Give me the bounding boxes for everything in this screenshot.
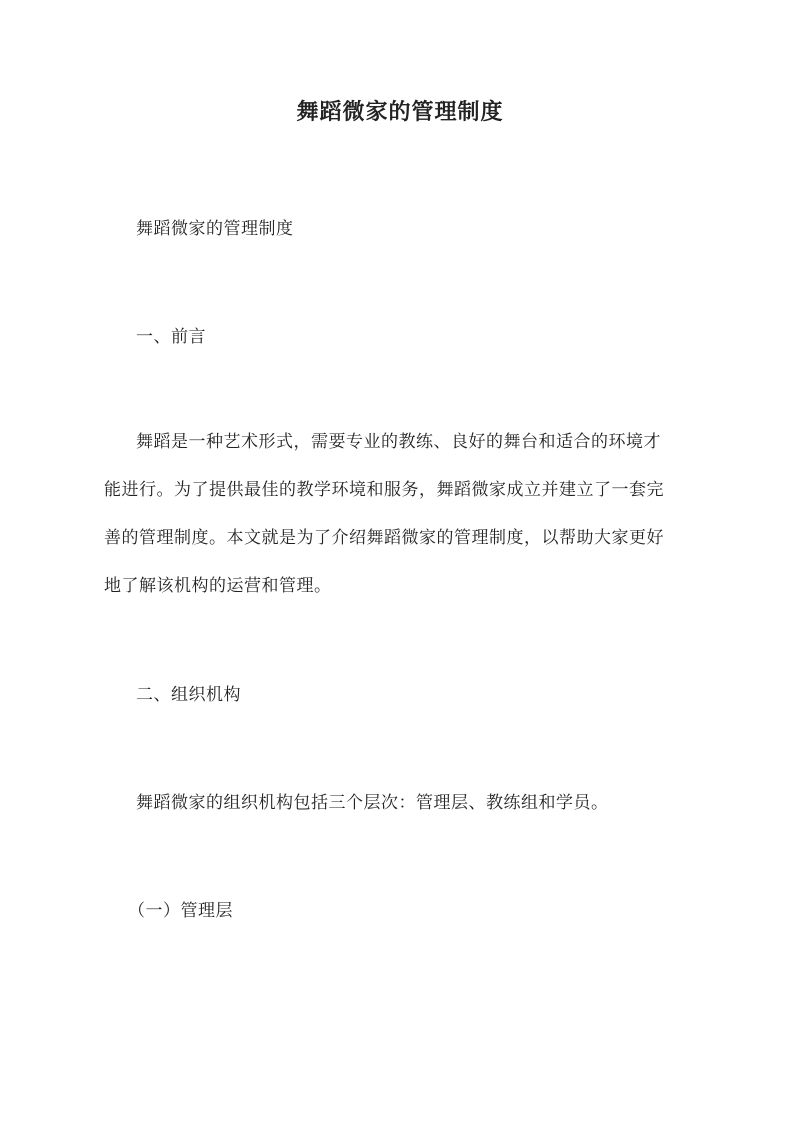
document-title: 舞蹈微家的管理制度 xyxy=(296,99,504,125)
section-heading-organization: 二、组织机构 xyxy=(136,685,241,705)
subsection-heading-management: （一）管理层 xyxy=(128,901,233,921)
preface-line-4: 地了解该机构的运营和管理。 xyxy=(104,576,332,596)
document-subtitle: 舞蹈微家的管理制度 xyxy=(136,219,294,239)
organization-paragraph: 舞蹈微家的组织机构包括三个层次：管理层、教练组和学员。 xyxy=(136,793,609,813)
preface-paragraph xyxy=(104,418,676,610)
preface-line-1: 舞蹈是一种艺术形式，需要专业的教练、良好的舞台和适合的环境才 xyxy=(136,432,661,452)
preface-line-2: 能进行。为了提供最佳的教学环境和服务，舞蹈微家成立并建立了一套完 xyxy=(104,480,664,500)
preface-line-3: 善的管理制度。本文就是为了介绍舞蹈微家的管理制度，以帮助大家更好 xyxy=(104,528,664,548)
section-heading-preface: 一、前言 xyxy=(136,327,206,347)
